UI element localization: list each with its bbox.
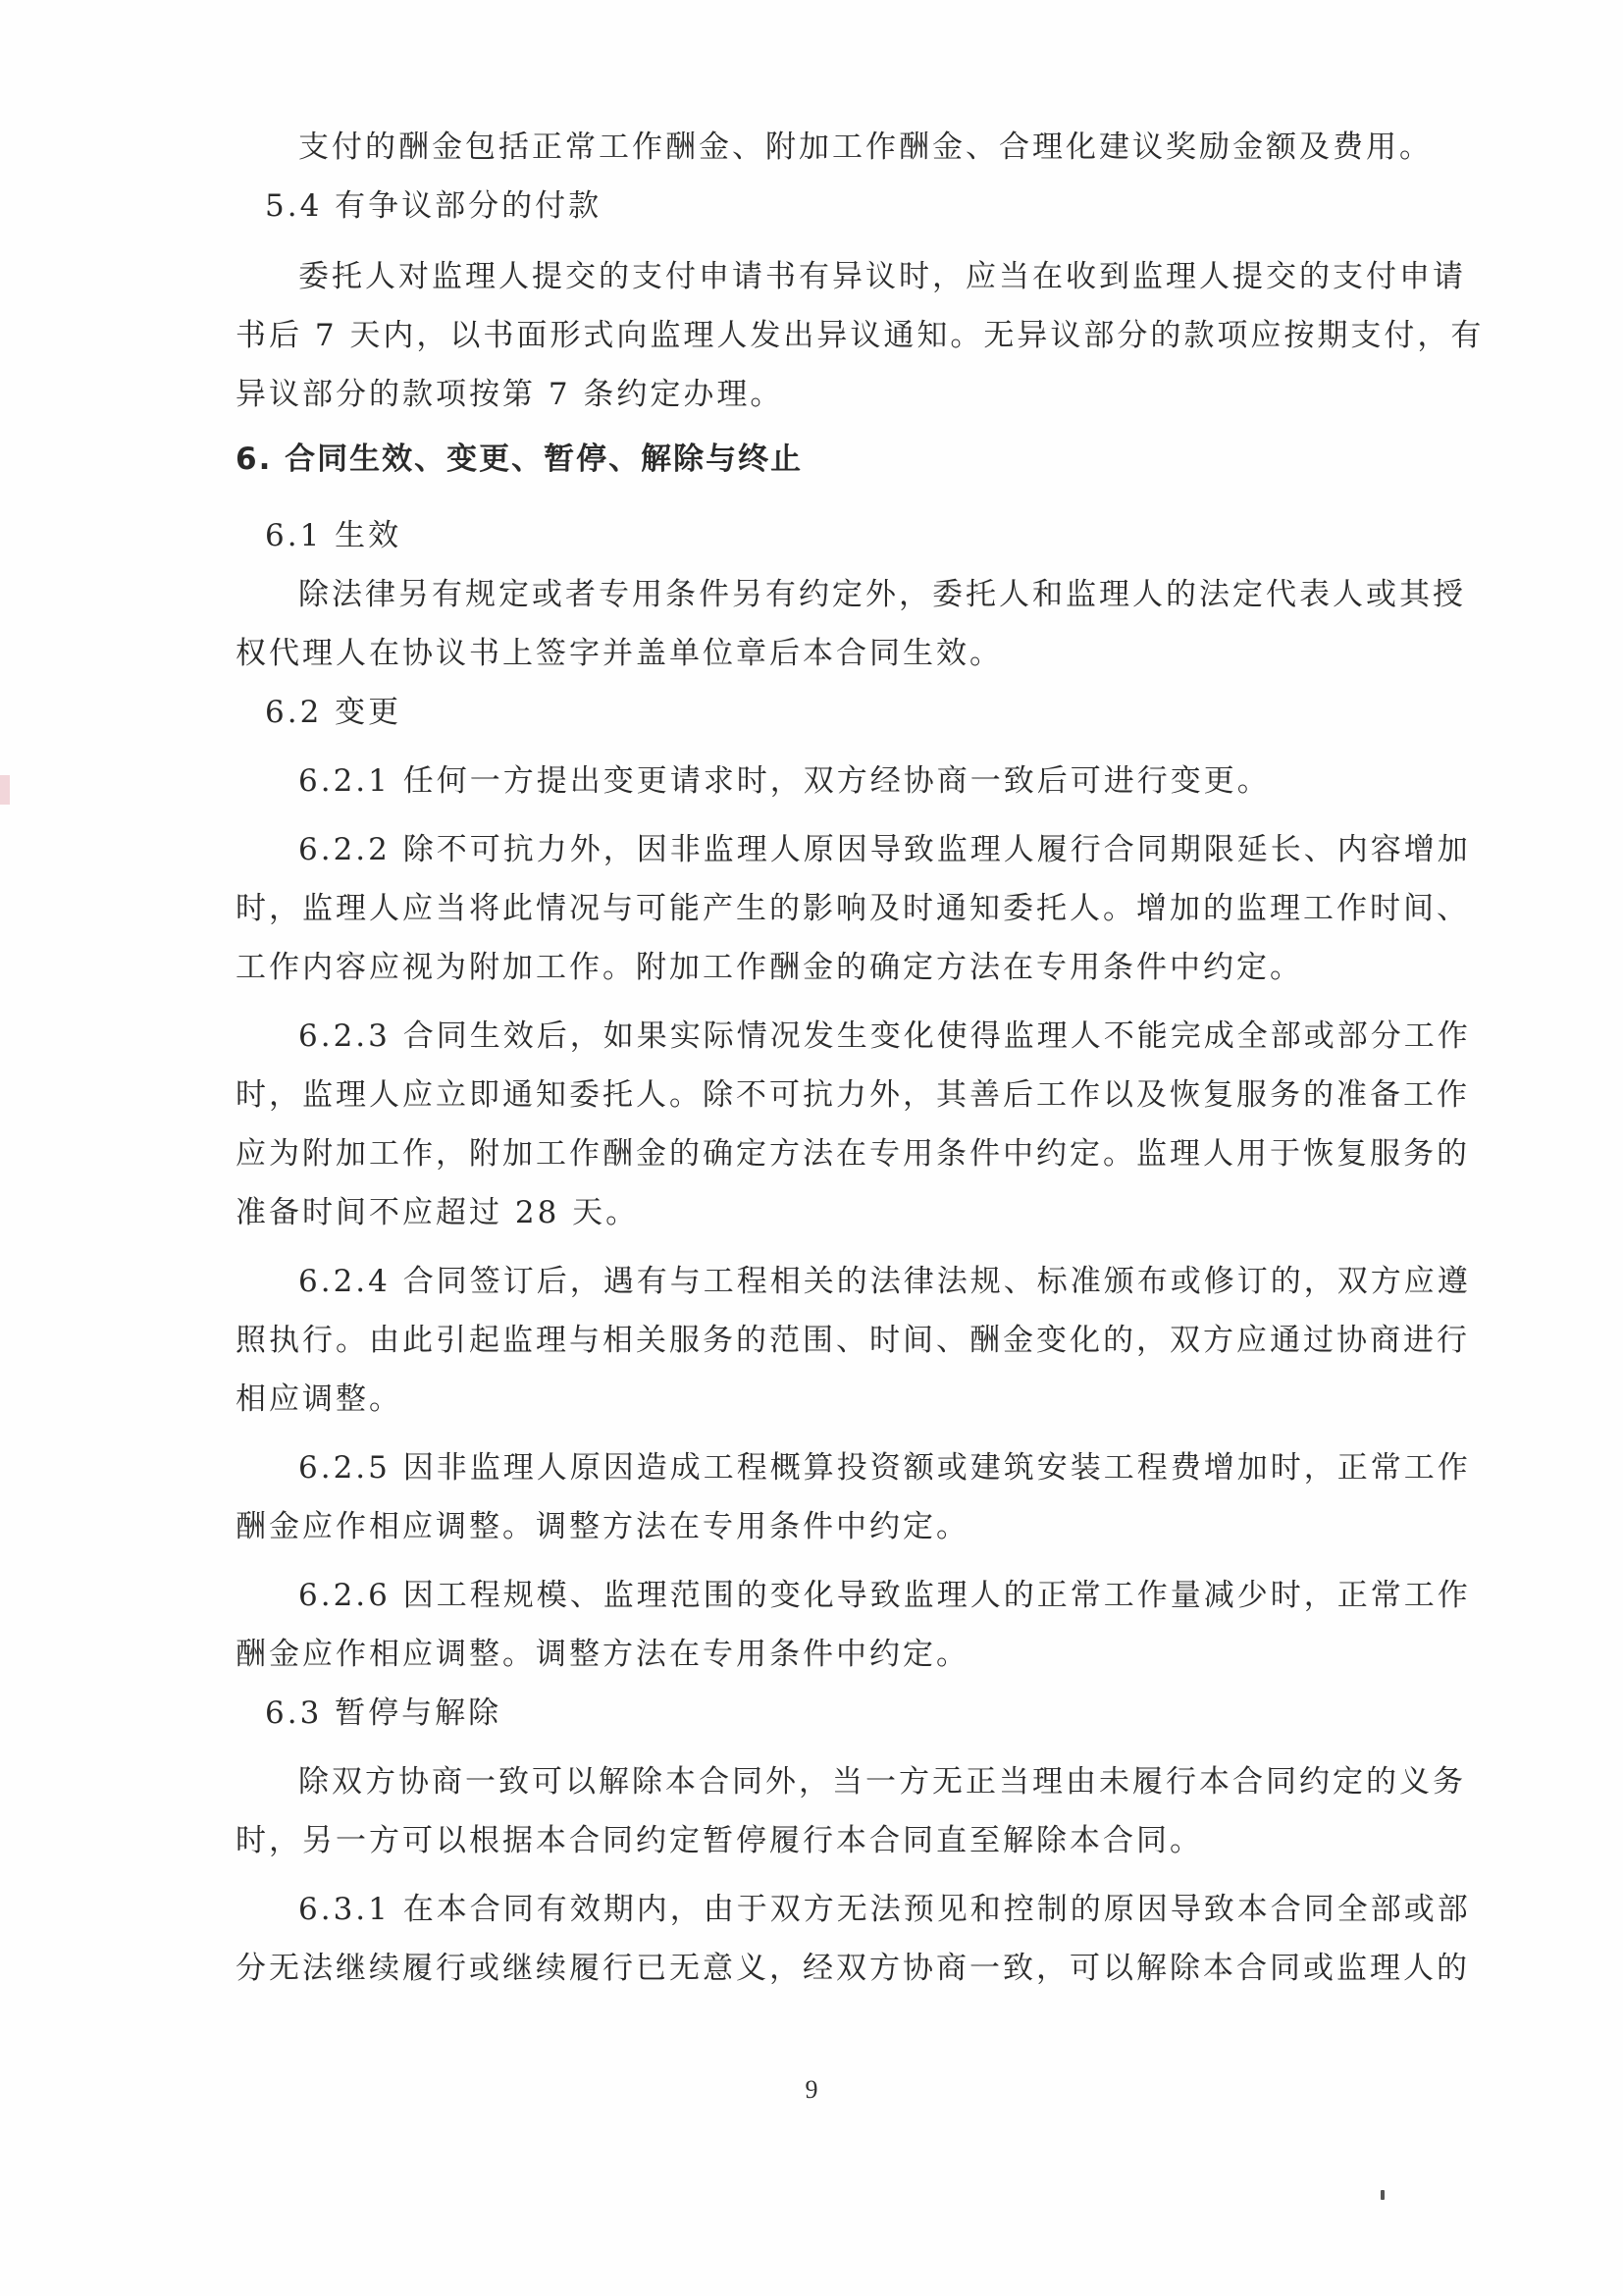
body-text-line: 时，监理人应立即通知委托人。除不可抗力外，其善后工作以及恢复服务的准备工作 [236, 1077, 1470, 1113]
body-text-line: 委托人对监理人提交的支付申请书有异议时，应当在收到监理人提交的支付申请 [298, 259, 1466, 294]
scan-edge-mark [0, 775, 10, 805]
body-text-line: 分无法继续履行或继续履行已无意义，经双方协商一致，可以解除本合同或监理人的 [236, 1951, 1470, 1986]
body-text-line: 除法律另有规定或者专用条件另有约定外，委托人和监理人的法定代表人或其授 [298, 577, 1466, 612]
scan-speck [1381, 2190, 1385, 2200]
body-text-line: 时，监理人应当将此情况与可能产生的影响及时通知委托人。增加的监理工作时间、 [236, 891, 1470, 926]
page-number: 9 [805, 2075, 818, 2104]
body-text-line: 6.2.2 除不可抗力外，因非监理人原因导致监理人履行合同期限延长、内容增加 [298, 832, 1471, 867]
body-text-line: 照执行。由此引起监理与相关服务的范围、时间、酬金变化的，双方应通过协商进行 [236, 1323, 1470, 1358]
section-heading: 6. 合同生效、变更、暂停、解除与终止 [236, 442, 804, 477]
body-text-line: 6.2.1 任何一方提出变更请求时，双方经协商一致后可进行变更。 [298, 763, 1271, 799]
body-text-line: 异议部分的款项按第 7 条约定办理。 [236, 377, 784, 412]
body-text-line: 6.2.6 因工程规模、监理范围的变化导致监理人的正常工作量减少时，正常工作 [298, 1578, 1471, 1613]
body-text-line: 6.3 暂停与解除 [265, 1696, 502, 1731]
body-text-line: 5.4 有争议部分的付款 [265, 188, 602, 224]
body-text-line: 时，另一方可以根据本合同约定暂停履行本合同直至解除本合同。 [236, 1823, 1203, 1858]
body-text-line: 书后 7 天内，以书面形式向监理人发出异议通知。无异议部分的款项应按期支付，有 [236, 318, 1485, 353]
body-text-line: 6.3.1 在本合同有效期内，由于双方无法预见和控制的原因导致本合同全部或部 [298, 1892, 1471, 1927]
body-text-line: 6.2.4 合同签订后，遇有与工程相关的法律法规、标准颁布或修订的，双方应遵 [298, 1264, 1471, 1299]
body-text-line: 6.1 生效 [265, 518, 402, 553]
body-text-line: 工作内容应视为附加工作。附加工作酬金的确定方法在专用条件中约定。 [236, 950, 1303, 985]
body-text-line: 酬金应作相应调整。调整方法在专用条件中约定。 [236, 1509, 969, 1544]
body-text-line: 相应调整。 [236, 1382, 402, 1417]
body-text-line: 应为附加工作，附加工作酬金的确定方法在专用条件中约定。监理人用于恢复服务的 [236, 1136, 1470, 1172]
body-text-line: 除双方协商一致可以解除本合同外，当一方无正当理由未履行本合同约定的义务 [298, 1764, 1466, 1800]
body-text-line: 6.2.5 因非监理人原因造成工程概算投资额或建筑安装工程费增加时，正常工作 [298, 1450, 1471, 1486]
body-text-line: 支付的酬金包括正常工作酬金、附加工作酬金、合理化建议奖励金额及费用。 [298, 130, 1433, 165]
body-text-line: 准备时间不应超过 28 天。 [236, 1195, 640, 1230]
body-text-line: 酬金应作相应调整。调整方法在专用条件中约定。 [236, 1637, 969, 1672]
body-text-line: 权代理人在协议书上签字并盖单位章后本合同生效。 [236, 636, 1003, 671]
body-text-line: 6.2.3 合同生效后，如果实际情况发生变化使得监理人不能完成全部或部分工作 [298, 1018, 1471, 1054]
body-text-line: 6.2 变更 [265, 695, 402, 730]
